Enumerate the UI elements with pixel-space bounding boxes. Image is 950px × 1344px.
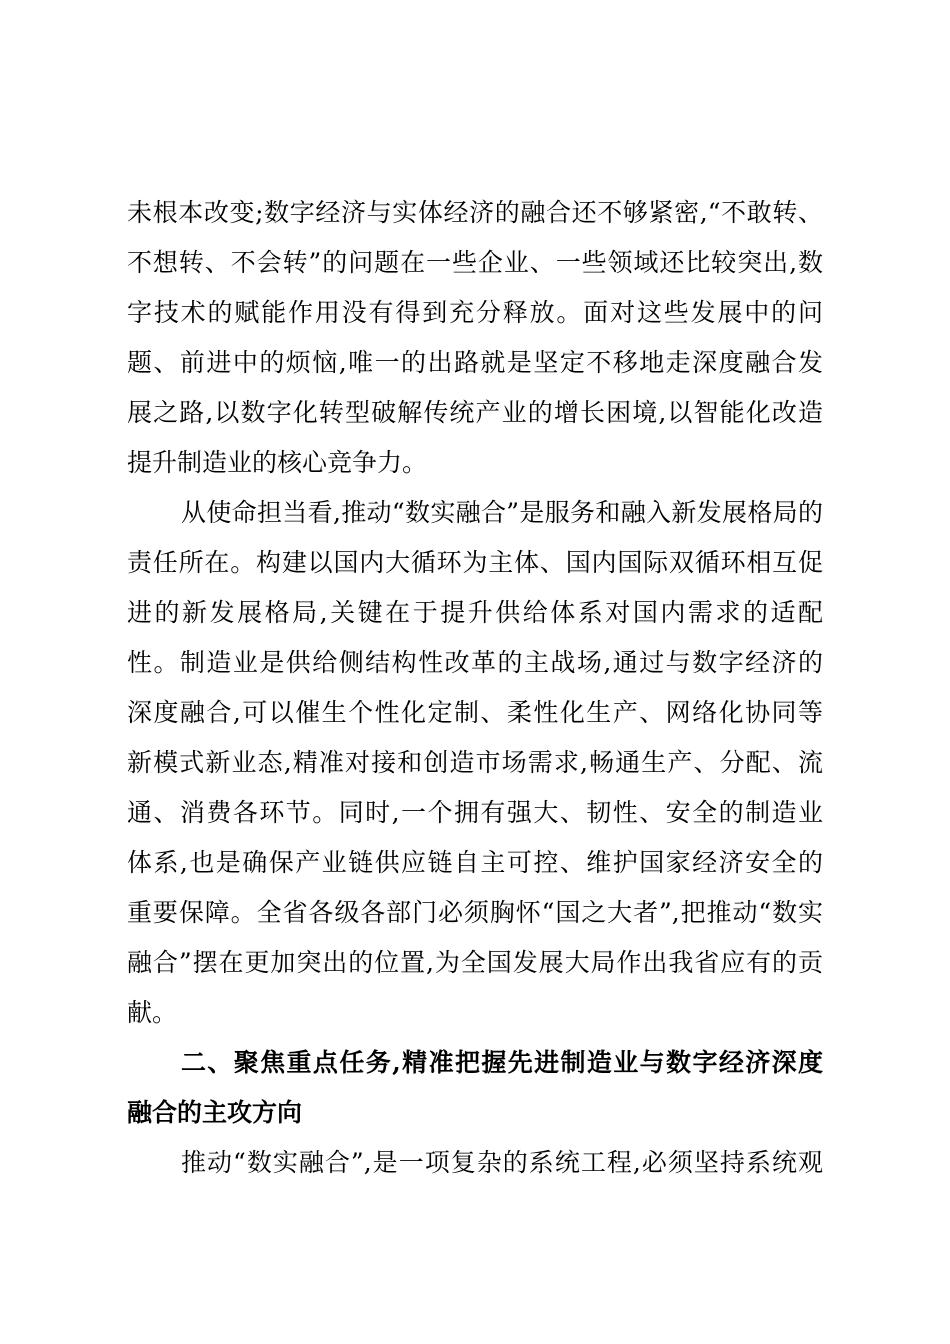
text-line: 题、前进中的烦恼,唯一的出路就是坚定不移地走深度融合发 (127, 348, 823, 377)
text-line: 体系,也是确保产业链供应链自主可控、维护国家经济安全的 (127, 848, 823, 877)
text-line: 不想转、不会转”的问题在一些企业、一些领域还比较突出,数 (127, 248, 823, 277)
text-line: 推动“数实融合”,是一项复杂的系统工程,必须坚持系统观 (181, 1148, 823, 1177)
text-line: 展之路,以数字化转型破解传统产业的增长困境,以智能化改造 (127, 398, 823, 427)
text-line: 重要保障。全省各级各部门必须胸怀“国之大者”,把推动“数实 (127, 898, 823, 927)
section-heading (127, 1038, 823, 1138)
heading-line: 二、聚焦重点任务,精准把握先进制造业与数字经济深度 (181, 1048, 823, 1077)
text-line: 责任所在。构建以国内大循环为主体、国内国际双循环相互促 (127, 548, 823, 577)
text-line: 深度融合,可以催生个性化定制、柔性化生产、网络化协同等 (127, 698, 823, 727)
text-line: 字技术的赋能作用没有得到充分释放。面对这些发展中的问 (127, 298, 823, 327)
text-line: 进的新发展格局,关键在于提升供给体系对国内需求的适配 (127, 598, 823, 627)
paragraph-mission (127, 488, 823, 1038)
text-line: 性。制造业是供给侧结构性改革的主战场,通过与数字经济的 (127, 648, 823, 677)
paragraph-systems-engineering (127, 1138, 823, 1188)
text-line: 通、消费各环节。同时,一个拥有强大、韧性、安全的制造业 (127, 798, 823, 827)
text-line: 未根本改变;数字经济与实体经济的融合还不够紧密,“不敢转、 (127, 198, 823, 227)
heading-line: 融合的主攻方向 (127, 1098, 303, 1127)
text-line: 从使命担当看,推动“数实融合”是服务和融入新发展格局的 (181, 498, 823, 527)
document-body (127, 188, 823, 1188)
text-line: 融合”摆在更加突出的位置,为全国发展大局作出我省应有的贡 (127, 948, 823, 977)
paragraph-continued (127, 188, 823, 488)
text-line: 提升制造业的核心竞争力。 (127, 448, 428, 477)
text-line: 献。 (127, 998, 178, 1027)
text-line: 新模式新业态,精准对接和创造市场需求,畅通生产、分配、流 (127, 748, 823, 777)
